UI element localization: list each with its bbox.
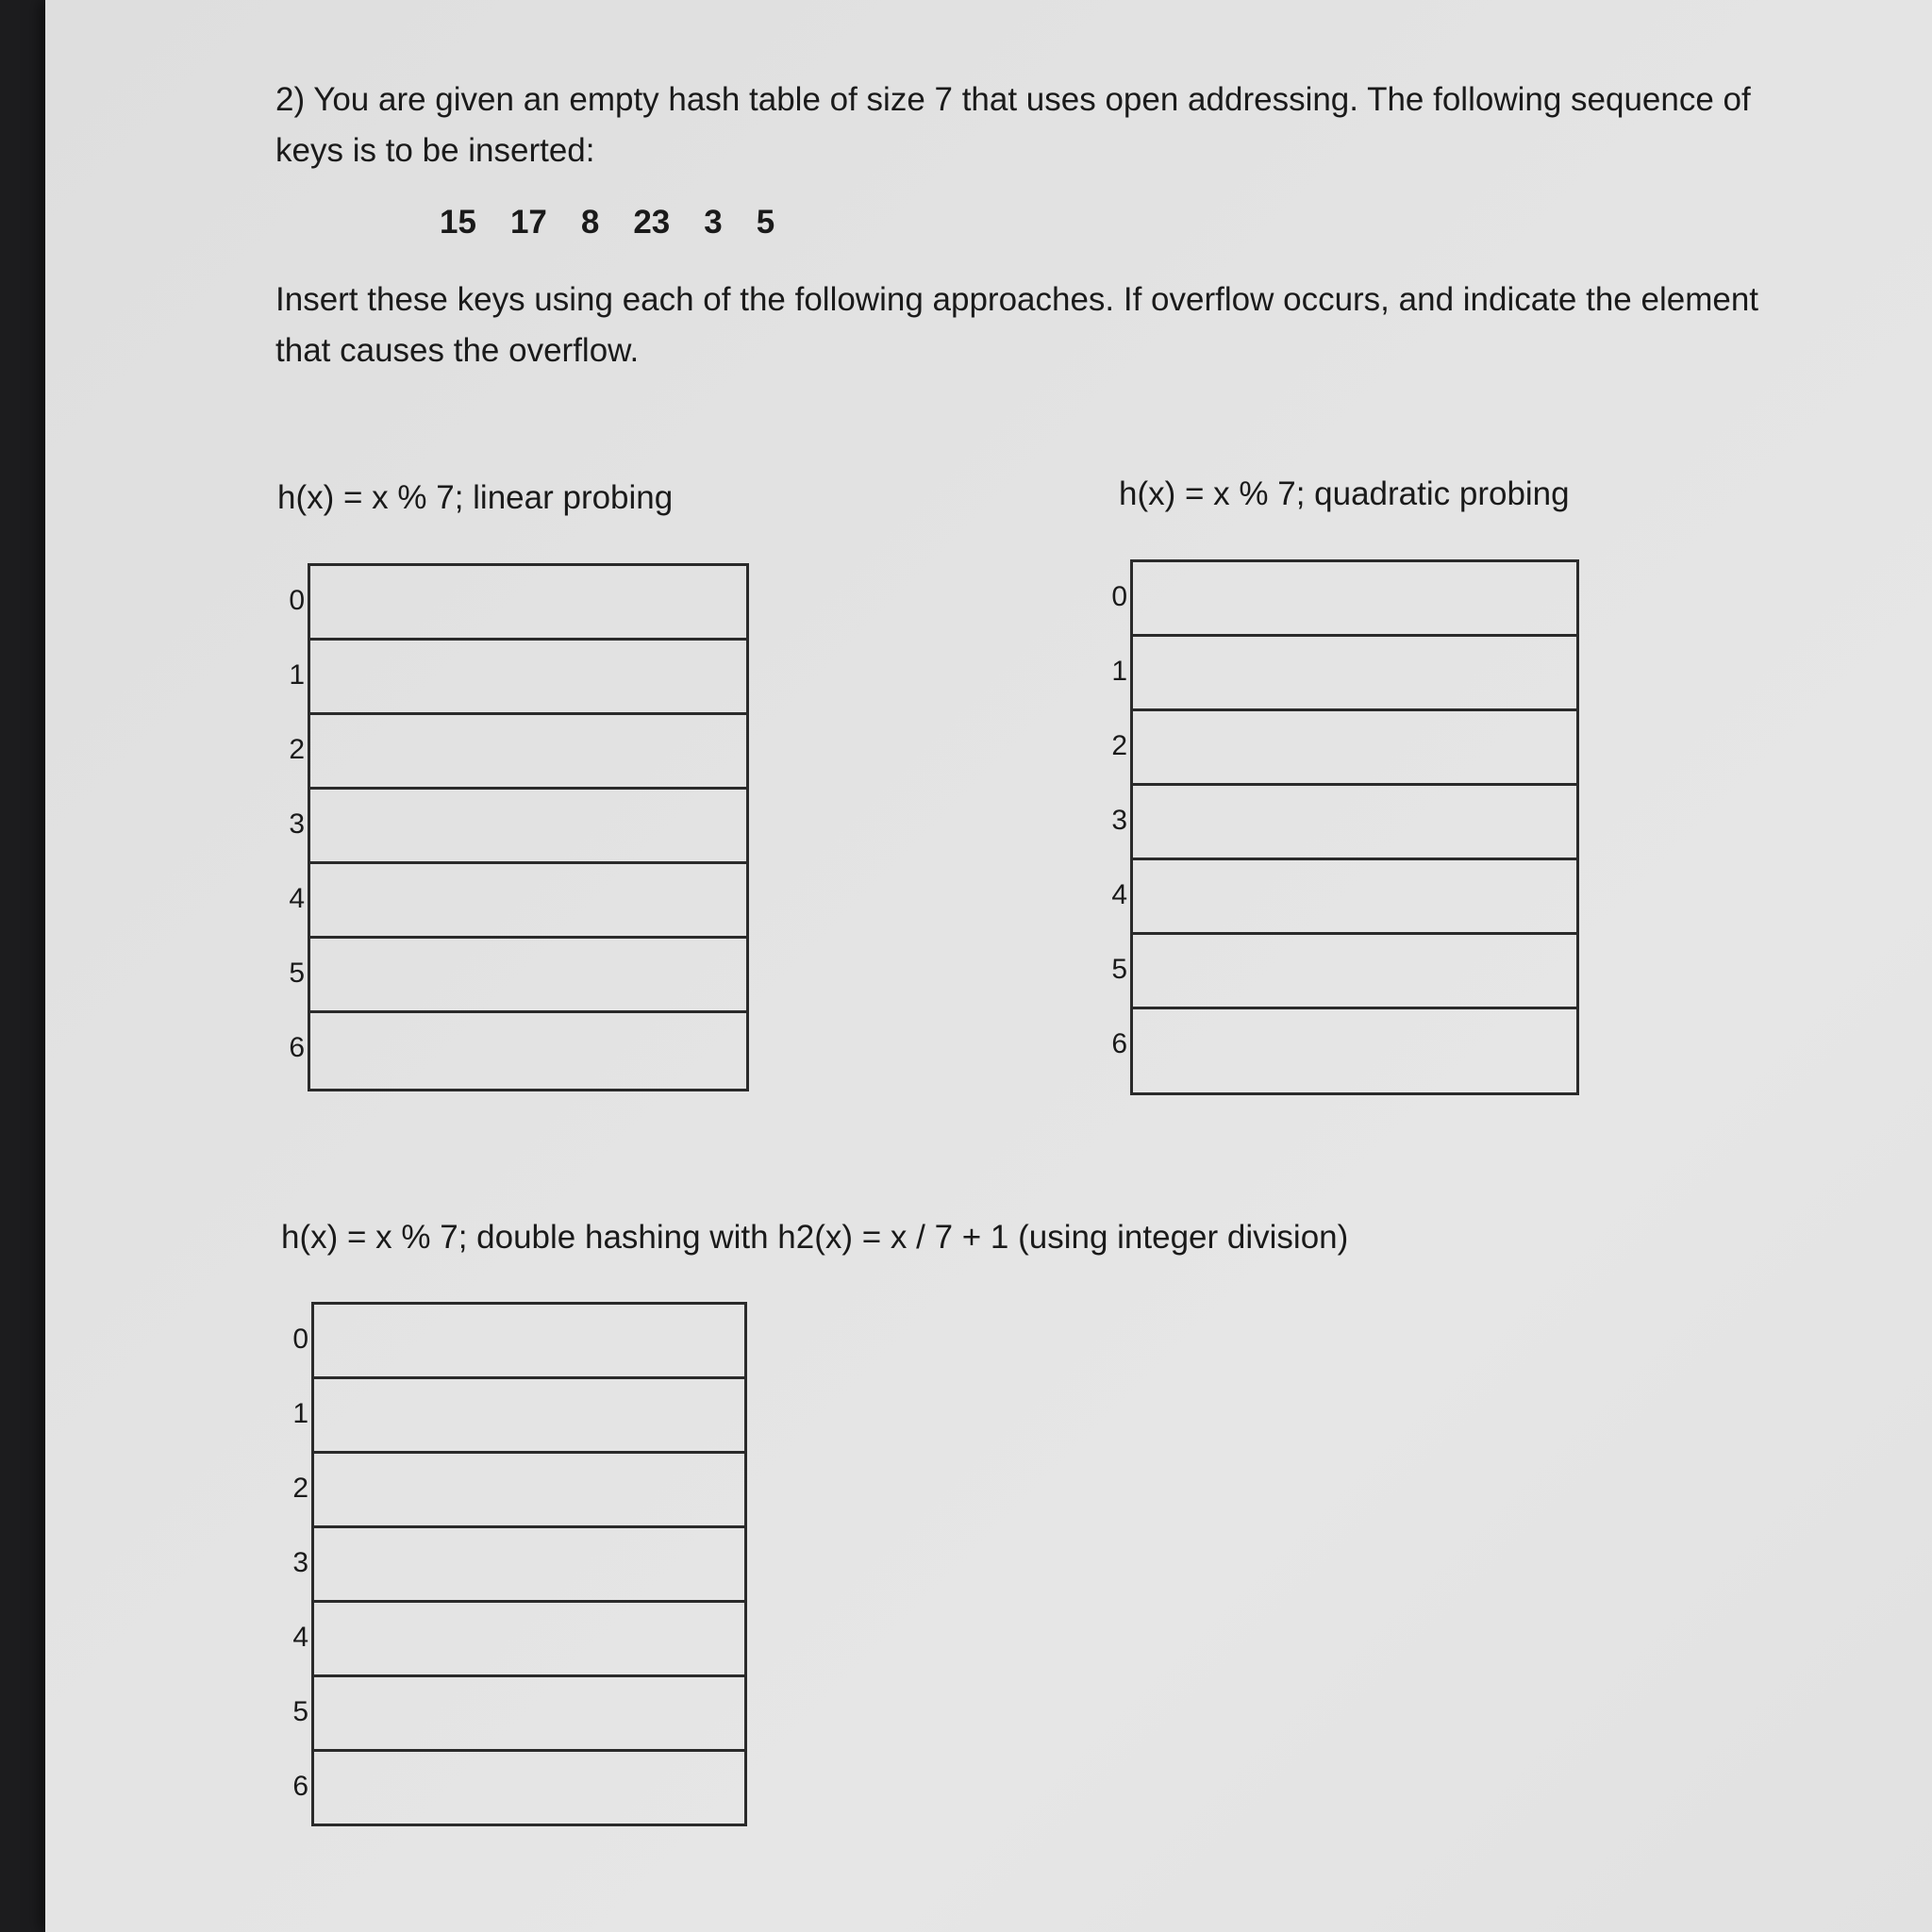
table-slot[interactable] bbox=[289, 641, 746, 715]
slot-index: 3 bbox=[1111, 805, 1127, 836]
instruction-line-2: that causes the overflow. bbox=[275, 332, 640, 369]
double-hashing-heading: h(x) = x % 7; double hashing with h2(x) = x / 7 + 1 (using integer division) bbox=[281, 1219, 1349, 1256]
key-item: 15 bbox=[440, 204, 476, 241]
key-item: 8 bbox=[580, 204, 600, 241]
instruction-line-1: Insert these keys using each of the following approaches. If overflow occurs, and indicate the element bbox=[275, 281, 1759, 318]
slot-index: 6 bbox=[292, 1771, 308, 1802]
table-slot[interactable] bbox=[292, 1379, 744, 1454]
slot-index: 3 bbox=[289, 808, 305, 840]
key-sequence bbox=[440, 204, 808, 242]
table-slot[interactable] bbox=[289, 715, 746, 790]
slot-index: 1 bbox=[292, 1398, 308, 1429]
table-slot[interactable] bbox=[292, 1603, 744, 1677]
problem-line-2: keys is to be inserted: bbox=[275, 132, 595, 169]
slot-index: 0 bbox=[292, 1324, 308, 1355]
linear-probing-heading: h(x) = x % 7; linear probing bbox=[277, 479, 674, 516]
key-item: 23 bbox=[633, 204, 671, 241]
slot-index: 0 bbox=[1111, 581, 1127, 612]
key-item: 3 bbox=[704, 204, 723, 241]
slot-index: 2 bbox=[1111, 730, 1127, 761]
table-slot[interactable] bbox=[289, 790, 746, 864]
slot-index: 5 bbox=[292, 1696, 308, 1727]
table-slot[interactable] bbox=[1111, 935, 1576, 1009]
double-hashing-table bbox=[292, 1302, 747, 1826]
table-slot[interactable] bbox=[292, 1752, 744, 1827]
table-slot[interactable] bbox=[289, 939, 746, 1013]
table-slot[interactable] bbox=[292, 1677, 744, 1752]
slot-index: 2 bbox=[292, 1473, 308, 1504]
slot-index: 4 bbox=[1111, 879, 1127, 910]
table-slot[interactable] bbox=[292, 1528, 744, 1603]
slot-index: 4 bbox=[289, 883, 305, 914]
slot-index: 6 bbox=[289, 1032, 305, 1063]
table-slot[interactable] bbox=[1111, 711, 1576, 786]
table-slot[interactable] bbox=[1111, 786, 1576, 860]
slot-index: 6 bbox=[1111, 1028, 1127, 1059]
slot-index: 0 bbox=[289, 585, 305, 616]
quadratic-probing-table bbox=[1111, 559, 1579, 1095]
table-slot[interactable] bbox=[1111, 860, 1576, 935]
key-item: 5 bbox=[756, 204, 775, 241]
table-slot[interactable] bbox=[289, 864, 746, 939]
slot-index: 5 bbox=[289, 958, 305, 989]
quadratic-probing-heading: h(x) = x % 7; quadratic probing bbox=[1119, 475, 1570, 512]
table-slot[interactable] bbox=[289, 1013, 746, 1089]
table-slot[interactable] bbox=[289, 566, 746, 641]
table-slot[interactable] bbox=[1111, 637, 1576, 711]
linear-probing-table bbox=[289, 563, 749, 1091]
slot-index: 4 bbox=[292, 1622, 308, 1653]
table-slot[interactable] bbox=[292, 1454, 744, 1528]
key-item: 17 bbox=[509, 204, 547, 241]
slot-index: 1 bbox=[1111, 656, 1127, 687]
table-slot[interactable] bbox=[1111, 1009, 1576, 1085]
slot-index: 3 bbox=[292, 1547, 308, 1578]
slot-index: 5 bbox=[1111, 954, 1127, 985]
worksheet-page bbox=[45, 0, 1932, 1932]
slot-index: 2 bbox=[289, 734, 305, 765]
table-slot[interactable] bbox=[1111, 562, 1576, 637]
table-slot[interactable] bbox=[292, 1305, 744, 1379]
problem-line-1: 2) You are given an empty hash table of size 7 that uses open addressing. The following sequence of bbox=[275, 81, 1751, 118]
slot-index: 1 bbox=[289, 659, 305, 691]
